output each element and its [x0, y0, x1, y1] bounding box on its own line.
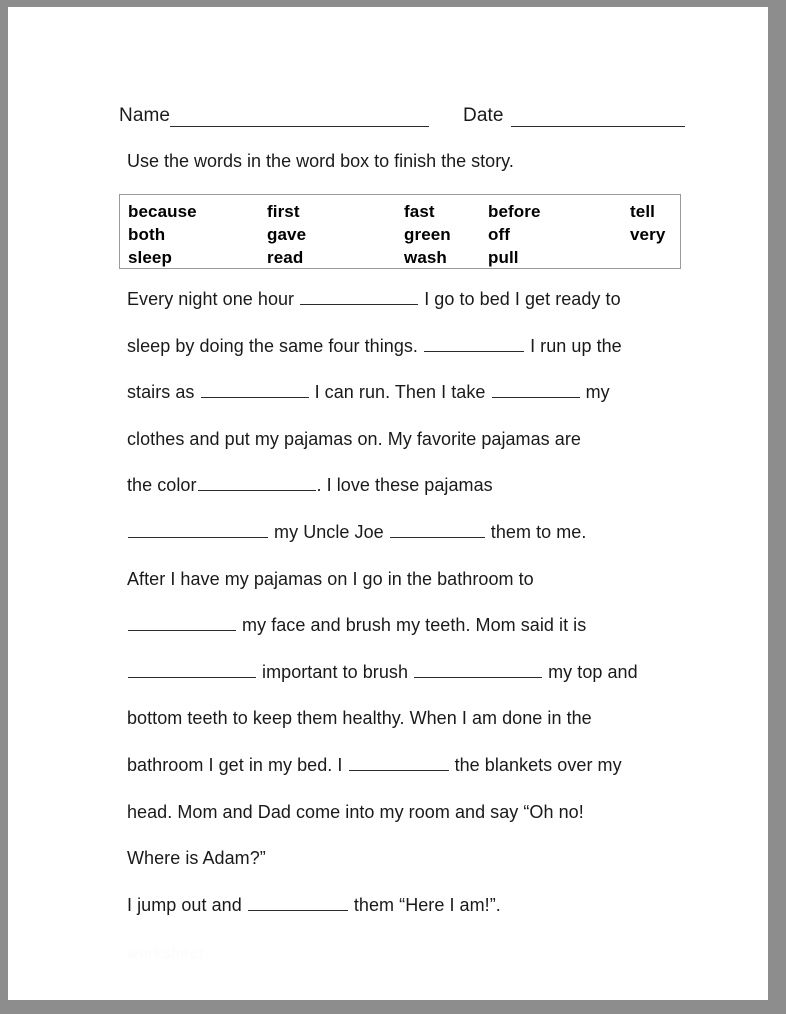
story-text: I can run. Then I take	[309, 382, 491, 403]
story-body	[127, 286, 685, 938]
story-blank[interactable]	[248, 894, 348, 911]
word-box-word[interactable]: gave	[267, 225, 307, 244]
date-label: Date	[463, 105, 504, 126]
story-line	[127, 705, 685, 752]
story-text: I jump out and	[127, 894, 247, 915]
story-blank[interactable]	[300, 288, 418, 305]
word-box-column-3	[488, 200, 541, 269]
word-box-word[interactable]: tell	[630, 202, 655, 221]
word-box-word[interactable]: before	[488, 202, 541, 221]
word-box-word[interactable]: pull	[488, 248, 519, 267]
name-label: Name	[119, 105, 171, 126]
story-blank[interactable]	[198, 474, 316, 491]
word-box-word[interactable]: sleep	[128, 248, 172, 267]
story-blank[interactable]	[128, 661, 256, 678]
word-box-word[interactable]: very	[630, 225, 666, 244]
story-line	[127, 379, 685, 426]
story-text: them “Here I am!”.	[348, 894, 501, 915]
story-blank[interactable]	[492, 381, 580, 398]
word-box-column-0	[128, 200, 197, 269]
name-date-row	[119, 99, 685, 127]
story-text: I run up the	[525, 335, 622, 356]
story-text: Every night one hour	[127, 289, 300, 309]
word-box-column-2	[404, 200, 451, 269]
story-line	[127, 845, 685, 892]
word-box-grid	[120, 195, 680, 268]
instruction-text: Use the words in the word box to finish the story.	[127, 151, 514, 171]
story-blank[interactable]	[201, 381, 309, 398]
story-blank[interactable]	[414, 661, 542, 678]
word-box	[119, 194, 681, 269]
story-line	[127, 752, 685, 799]
story-line	[127, 799, 685, 846]
story-line	[127, 519, 685, 566]
word-box-word[interactable]: both	[128, 225, 166, 244]
page-watermark: worksheet	[127, 945, 205, 962]
story-line	[127, 566, 685, 613]
word-box-word[interactable]: off	[488, 225, 511, 244]
story-text: bathroom I get in my bed. I	[127, 754, 348, 775]
story-text: my Uncle Joe	[269, 521, 389, 542]
story-text: I go to bed I get ready to	[419, 289, 621, 309]
story-text: bottom teeth to keep them healthy. When I am done in the	[127, 708, 592, 729]
story-blank[interactable]	[424, 335, 524, 352]
word-box-word[interactable]: wash	[404, 248, 447, 267]
story-text: my top and	[543, 661, 638, 682]
story-line	[127, 286, 685, 333]
name-input-line[interactable]	[170, 109, 429, 127]
story-line	[127, 472, 685, 519]
date-input-line[interactable]	[511, 109, 685, 127]
story-text: clothes and put my pajamas on. My favorite pajamas are	[127, 428, 581, 449]
word-box-word[interactable]: green	[404, 225, 451, 244]
story-line	[127, 659, 685, 706]
story-text: head. Mom and Dad come into my room and say “Oh no!	[127, 801, 584, 822]
story-line	[127, 426, 685, 473]
worksheet-sheet	[8, 7, 768, 1000]
word-box-word[interactable]: because	[128, 202, 197, 221]
story-line	[127, 333, 685, 380]
story-blank[interactable]	[390, 521, 485, 538]
word-box-word[interactable]: fast	[404, 202, 435, 221]
word-box-column-1	[267, 200, 306, 269]
story-line	[127, 892, 685, 939]
story-text: Where is Adam?”	[127, 848, 266, 869]
story-text: my face and brush my teeth. Mom said it is	[237, 615, 587, 636]
story-blank[interactable]	[128, 614, 236, 631]
story-blank[interactable]	[349, 754, 449, 771]
word-box-word[interactable]: read	[267, 248, 304, 267]
story-line	[127, 612, 685, 659]
story-text: them to me.	[485, 521, 587, 542]
story-text: stairs as	[127, 382, 200, 403]
story-text: my	[580, 382, 610, 403]
story-blank[interactable]	[128, 521, 268, 538]
story-text: . I love these pajamas	[316, 475, 493, 496]
word-box-column-4	[630, 200, 665, 246]
story-text: the blankets over my	[449, 754, 622, 775]
story-text: sleep by doing the same four things.	[127, 335, 424, 356]
story-text: the color	[127, 475, 197, 496]
story-text: After I have my pajamas on I go in the bathroom to	[127, 568, 534, 589]
story-text: important to brush	[257, 661, 414, 682]
word-box-word[interactable]: first	[267, 202, 300, 221]
